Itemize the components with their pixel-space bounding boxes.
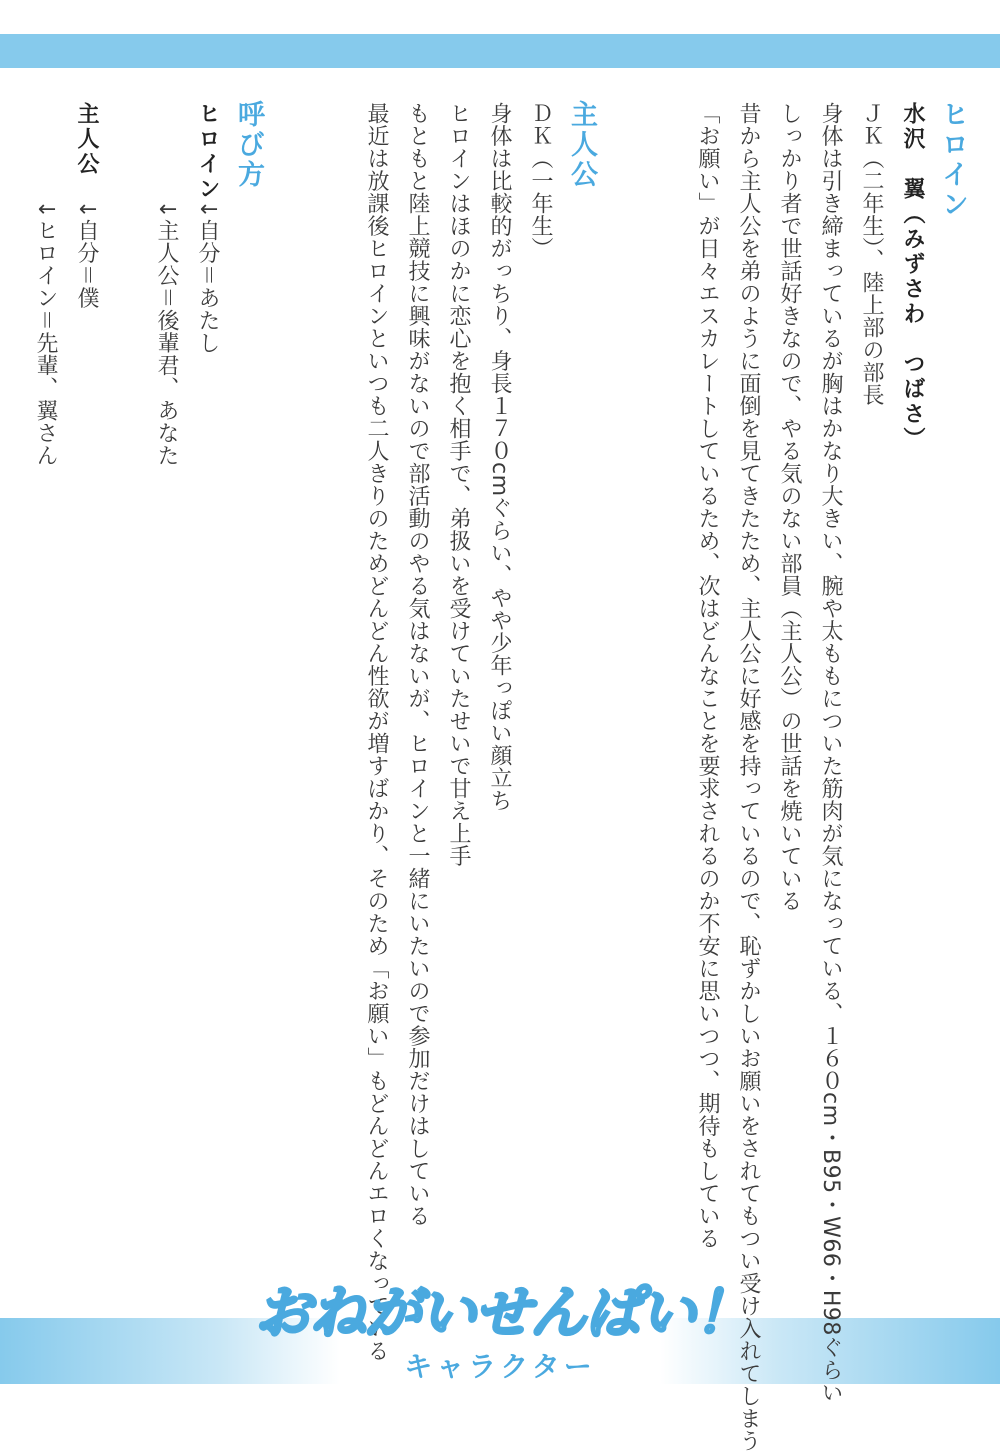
naming-protagonist-other: ↓ヒロイン＝先輩、翼さん [33,200,58,467]
protagonist-line-2: 身体は比較的がっちり、身長１７０cmぐらい、やや少年っぽい顔立ち [487,102,512,812]
heroine-line-2: 身体は引き締まっているが胸はかなり大きい、腕や太ももについた筋肉が気になっている、１６０cm・B95・W66・H98ぐらい [818,102,843,1404]
naming-heroine-label: ヒロイン [195,102,220,202]
logo-title-text: おねがいせんぱい！ [255,1281,750,1346]
naming-heroine-other: ↓主人公＝後輩君、あなた [154,200,179,467]
title-logo [255,1278,750,1390]
protagonist-line-5: 最近は放課後ヒロインといつも二人きりのためどんどん性欲が増すばかり、そのため「お願い」もどんどんエロくなっている [364,102,389,1362]
heroine-heading: ヒロイン [937,100,968,220]
protagonist-line-1: ＤＫ（一年生） [528,102,553,260]
naming-heading: 呼び方 [233,100,264,190]
naming-protagonist-label: 主人公 [74,102,99,177]
heroine-line-3: しっかり者で世話好きなので、やる気のない部員（主人公）の世話を焼いている [777,102,802,912]
protagonist-line-3: ヒロインはほのかに恋心を抱く相手で、弟扱いを受けていたせいで甘え上手 [446,102,471,867]
heroine-name: 水沢 翼（みずさわ つばさ） [900,102,925,452]
naming-heroine-self: ↓自分＝あたし [195,200,220,354]
protagonist-line-4: もともと陸上競技に興味がないので部活動のやる気はないが、ヒロインと一緒にいたいので参加だけはしている [405,102,430,1227]
heroine-line-4: 昔から主人公を弟のように面倒を見てきたため、主人公に好感を持っているので、恥ずかしいお願いをされてもつい受け入れてしまう [736,102,761,1452]
heroine-line-1: ＪＫ（二年生）、陸上部の部長 [859,102,884,406]
logo-subtitle-text: キャラクター [404,1350,596,1383]
top-banner [0,34,1000,68]
naming-protagonist-self: ↓自分＝僕 [74,200,99,309]
protagonist-heading: 主人公 [566,100,597,190]
heroine-line-5: 「お願い」が日々エスカレートしているため、次はどんなことを要求されるのか不安に思いつつ、期待もしている [695,102,720,1250]
